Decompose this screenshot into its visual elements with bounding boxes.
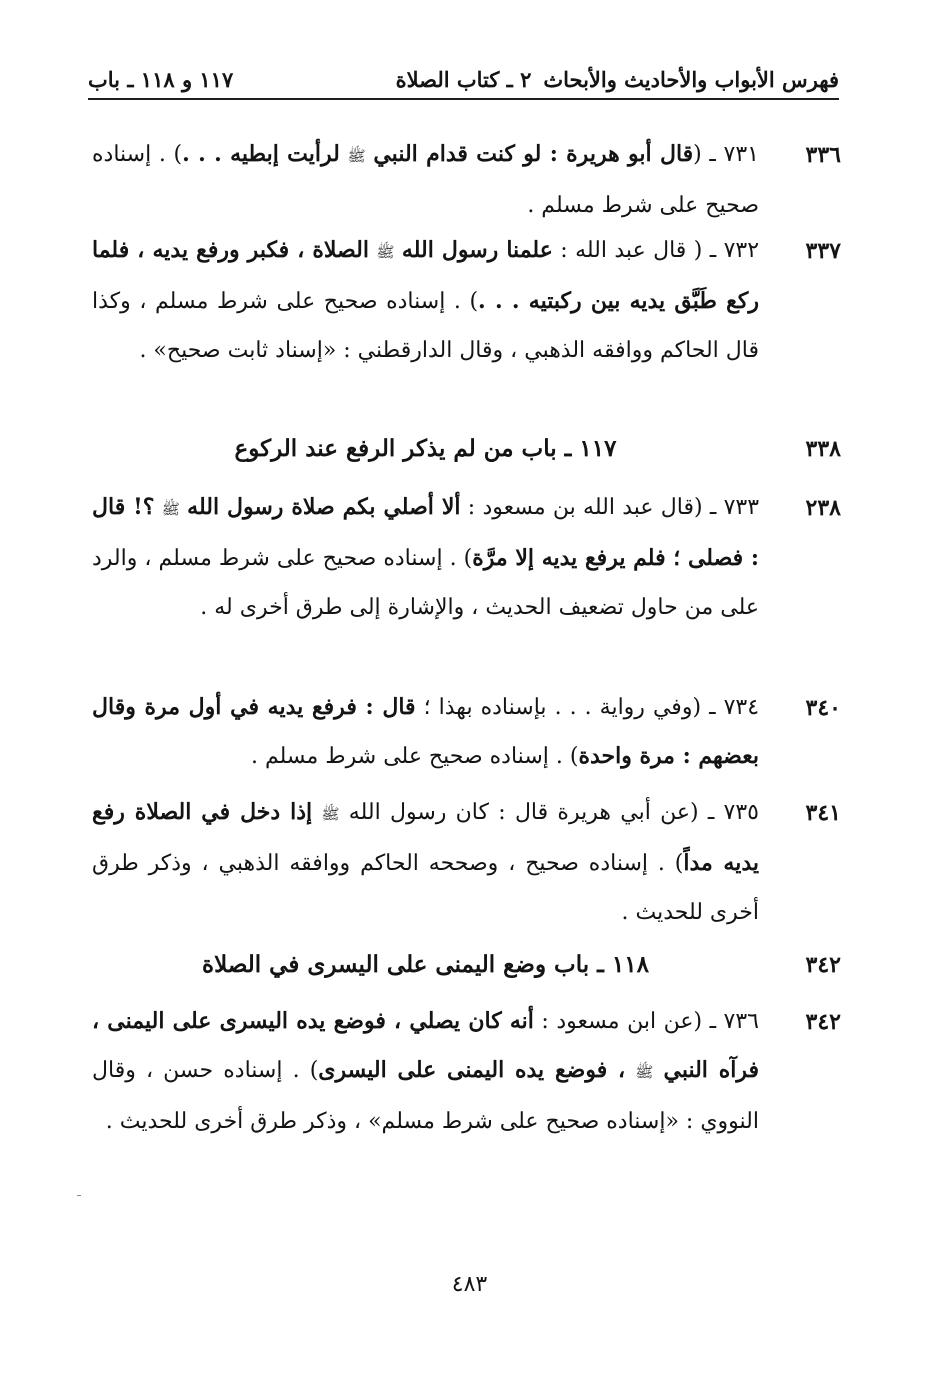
entry-quote: علمنا رسول الله xyxy=(401,237,553,263)
entry-commentary: ) . إسناده صحيح على شرط مسلم . xyxy=(92,142,759,218)
entry-page-number: ٣٣٦ xyxy=(805,142,841,168)
entry-page-number: ٣٤١ xyxy=(805,800,841,826)
entry-lead: ٧٣٥ ـ (عن أبي هريرة قال : كان رسول الله xyxy=(348,800,759,825)
salutation-glyph: ﷺ xyxy=(347,147,366,165)
entry-page-number: ٣٤٢ xyxy=(805,952,841,978)
salutation-glyph: ﷺ xyxy=(635,1063,654,1081)
entry-quote: أنه كان يصلي ، فوضع يده اليسرى على اليمنى ، فرآه النبي xyxy=(92,1008,759,1083)
header-title: فهرس الأبواب والأحاديث والأبحاث xyxy=(543,67,839,92)
entry-quote-continued: ؟! قال : فصلى ؛ فلم يرفع يديه إلا مرَّة xyxy=(92,494,759,571)
salutation-glyph: ﷺ xyxy=(321,805,340,823)
index-entry xyxy=(92,130,841,230)
entry-page-number: ٢٣٨ xyxy=(805,495,841,521)
chapter-heading-entry xyxy=(92,940,841,989)
index-entry xyxy=(92,683,841,781)
entry-quote-continued: لرأيت إبطيه . . . xyxy=(182,141,340,167)
entry-lead: ٧٣٦ ـ (عن ابن مسعود : xyxy=(533,1009,759,1034)
entry-commentary: ) . إسناده صحيح على شرط مسلم . xyxy=(250,744,579,769)
entry-text xyxy=(92,226,759,375)
entry-text xyxy=(92,788,759,937)
entry-page-number: ٣٤٢ xyxy=(805,1009,841,1035)
index-entry xyxy=(92,997,841,1146)
index-entry xyxy=(92,788,841,937)
entry-quote: ألا أصلي بكم صلاة رسول الله xyxy=(187,494,461,520)
entry-quote: قال : فرفع يديه في أول مرة وقال بعضهم : مرة واحدة xyxy=(92,694,759,769)
index-entry xyxy=(92,226,841,375)
page-number: ٤٨٣ xyxy=(451,1272,488,1297)
entry-commentary: ) . إسناده صحيح على شرط مسلم ، والرد على من حاول تضعيف الحديث ، والإشارة إلى طرق أخرى له . xyxy=(92,546,759,620)
header-chapters: ١١٧ و ١١٨ ـ باب xyxy=(88,67,234,92)
entry-commentary: ) . إسناده صحيح ، وصححه الحاكم ووافقه الذهبي ، وذكر طرق أخرى للحديث . xyxy=(92,851,759,925)
margin-mark xyxy=(77,1195,81,1196)
chapter-heading-entry xyxy=(92,424,841,473)
entry-text xyxy=(92,683,759,781)
entry-commentary: ) . إسناده صحيح على شرط مسلم ، وكذا قال الحاكم ووافقه الذهبي ، وقال الدارقطني : «إسناد ثابت صحيح» . xyxy=(92,289,759,363)
entry-text xyxy=(92,483,759,632)
salutation-glyph: ﷺ xyxy=(161,500,180,518)
entry-lead: ٧٣١ ـ ( xyxy=(693,142,759,167)
entry-lead: ٧٣٢ ـ ( قال عبد الله : xyxy=(552,238,760,263)
entry-quote-continued: ، فوضع يده اليمنى على اليسرى xyxy=(318,1057,626,1083)
header-book: ٢ ـ كتاب الصلاة xyxy=(395,67,532,92)
index-entry xyxy=(92,483,841,632)
chapter-heading: ١١٧ ـ باب من لم يذكر الرفع عند الركوع xyxy=(234,435,617,462)
entry-commentary: ) . إسناده حسن ، وقال النووي : «إسناده صحيح على شرط مسلم» ، وذكر طرق أخرى للحديث . xyxy=(92,1058,759,1134)
chapter-heading: ١١٨ ـ باب وضع اليمنى على اليسرى في الصلاة xyxy=(202,951,649,978)
entry-lead: ٧٣٣ ـ (قال عبد الله بن مسعود : xyxy=(460,495,760,520)
entry-quote: قال أبو هريرة : لو كنت قدام النبي xyxy=(373,141,694,167)
entry-text xyxy=(92,997,759,1146)
entry-text xyxy=(92,130,759,230)
entry-quote-continued: إذا دخل في الصلاة رفع يديه مداً xyxy=(92,799,759,876)
entry-lead: ٧٣٤ ـ (وفي رواية . . . بإسناده بهذا ؛ xyxy=(415,695,760,720)
entry-quote-continued: الصلاة ، فكبر ورفع يديه ، فلما ركع طَبَّق يديه بين ركبتيه . . . xyxy=(92,237,759,314)
entry-page-number: ٣٤٠ xyxy=(805,695,841,721)
salutation-glyph: ﷺ xyxy=(376,243,395,261)
entry-page-number: ٣٣٨ xyxy=(805,436,841,462)
running-header xyxy=(88,62,839,100)
entry-page-number: ٣٣٧ xyxy=(805,238,841,264)
